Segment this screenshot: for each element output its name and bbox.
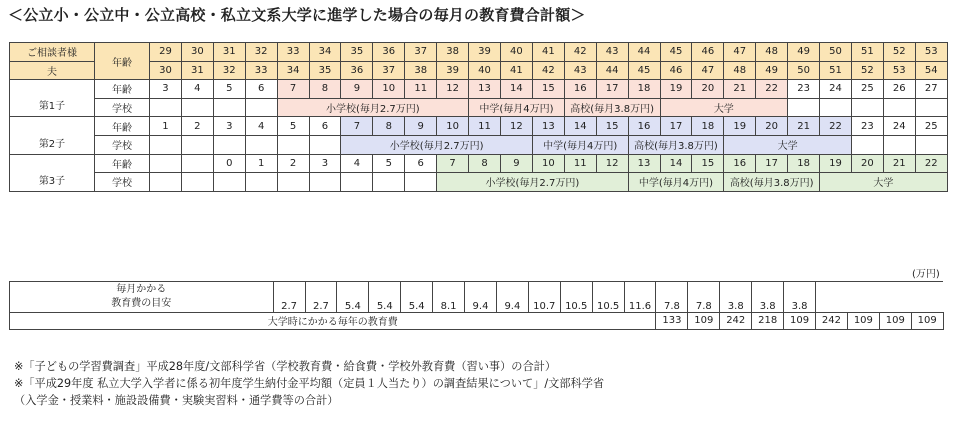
husband-age-cell: 52 — [851, 61, 883, 80]
consultant-age-cell: 33 — [277, 43, 309, 62]
child-age-cell: 10 — [373, 80, 405, 99]
annual-cost-cell: 109 — [879, 313, 911, 330]
school-segment: 小学校(毎月2.7万円) — [437, 173, 628, 192]
consultant-age-cell: 50 — [820, 43, 852, 62]
child-age-cell: 22 — [915, 154, 947, 173]
monthly-cost-cell — [816, 282, 848, 313]
monthly-cost-cell: 8.1 — [433, 282, 465, 313]
child-age-cell: 11 — [469, 117, 501, 136]
husband-label: 夫 — [10, 61, 95, 80]
consultant-age-cell: 36 — [373, 43, 405, 62]
child-age-cell: 4 — [245, 117, 277, 136]
child-age-cell: 13 — [628, 154, 660, 173]
child-age-cell: 9 — [405, 117, 437, 136]
monthly-cost-cell: 3.8 — [784, 282, 816, 313]
child-age-label: 年齢 — [95, 117, 150, 136]
child-age-cell: 24 — [820, 80, 852, 99]
school-segment: 中学(毎月4万円) — [532, 135, 628, 154]
empty-cell — [405, 173, 437, 192]
consultant-age-cell: 30 — [181, 43, 213, 62]
child-1-label — [10, 80, 95, 117]
annual-cost-label: 大学時にかかる毎年の教育費 — [10, 313, 656, 330]
annual-cost-cell: 109 — [847, 313, 879, 330]
husband-age-cell: 38 — [405, 61, 437, 80]
child-age-cell: 18 — [628, 80, 660, 99]
consultant-age-cell: 47 — [724, 43, 756, 62]
child-age-cell: 2 — [181, 117, 213, 136]
husband-age-cell: 54 — [915, 61, 947, 80]
child-age-cell: 22 — [756, 80, 788, 99]
empty-cell — [150, 98, 182, 117]
monthly-cost-row — [10, 282, 960, 313]
page-title: ＜公立小・公立中・公立高校・私立文系大学に進学した場合の毎月の教育費合計額＞ — [8, 6, 586, 24]
annual-cost-cell: 109 — [688, 313, 720, 330]
consultant-age-cell: 38 — [437, 43, 469, 62]
monthly-cost-label-line2: 教育費の目安 — [111, 298, 172, 309]
empty-cell — [851, 98, 883, 117]
school-segment: 高校(毎月3.8万円) — [628, 135, 724, 154]
child-age-label: 年齢 — [95, 80, 150, 99]
child-age-cell: 1 — [150, 117, 182, 136]
child-age-cell: 16 — [724, 154, 756, 173]
child-age-cell: 3 — [213, 117, 245, 136]
school-segment: 小学校(毎月2.7万円) — [341, 135, 532, 154]
child-age-cell: 19 — [724, 117, 756, 136]
child-age-cell: 25 — [915, 117, 947, 136]
monthly-cost-cell: 3.8 — [720, 282, 752, 313]
school-segment: 小学校(毎月2.7万円) — [277, 98, 468, 117]
child-age-cell: 12 — [437, 80, 469, 99]
annual-cost-cell: 242 — [816, 313, 848, 330]
empty-cell — [915, 135, 947, 154]
empty-cell — [245, 173, 277, 192]
child-label-text: 第1子 — [38, 101, 66, 113]
unit-label: (万円) — [912, 269, 940, 280]
empty-cell — [213, 173, 245, 192]
child-age-cell: 2 — [277, 154, 309, 173]
husband-age-cell: 34 — [277, 61, 309, 80]
child-age-cell: 1 — [245, 154, 277, 173]
empty-cell — [277, 135, 309, 154]
child-age-cell — [181, 154, 213, 173]
child-age-cell: 3 — [150, 80, 182, 99]
monthly-cost-cell: 2.7 — [273, 282, 305, 313]
consultant-age-cell: 53 — [915, 43, 947, 62]
husband-age-cell: 50 — [788, 61, 820, 80]
husband-age-cell: 47 — [692, 61, 724, 80]
child-age-cell: 15 — [596, 117, 628, 136]
header-age-label: 年齢 — [95, 43, 150, 80]
cost-table — [9, 281, 960, 330]
child-age-cell: 26 — [883, 80, 915, 99]
empty-cell — [213, 98, 245, 117]
consultant-age-cell: 29 — [150, 43, 182, 62]
child-age-cell: 16 — [628, 117, 660, 136]
empty-cell — [851, 135, 883, 154]
consultant-age-cell: 52 — [883, 43, 915, 62]
empty-cell — [181, 173, 213, 192]
husband-age-cell: 51 — [820, 61, 852, 80]
husband-age-row — [10, 61, 948, 80]
monthly-cost-cell: 10.7 — [528, 282, 560, 313]
consultant-age-cell: 37 — [405, 43, 437, 62]
empty-cell — [150, 135, 182, 154]
empty-cell — [883, 135, 915, 154]
child-age-cell: 17 — [756, 154, 788, 173]
child-age-cell: 5 — [277, 117, 309, 136]
child-age-cell: 12 — [500, 117, 532, 136]
empty-cell — [373, 173, 405, 192]
child-age-cell: 11 — [405, 80, 437, 99]
annual-cost-cell: 109 — [911, 313, 943, 330]
monthly-cost-cell: 5.4 — [369, 282, 401, 313]
child-2-label — [10, 117, 95, 154]
monthly-cost-cell: 9.4 — [465, 282, 497, 313]
school-segment: 大学 — [724, 135, 852, 154]
empty-cell — [341, 173, 373, 192]
empty-cell — [309, 135, 341, 154]
child-age-cell: 8 — [309, 80, 341, 99]
child-1-age-row — [10, 80, 948, 99]
school-segment: 大学 — [660, 98, 788, 117]
empty-cell — [213, 135, 245, 154]
empty-cell — [883, 98, 915, 117]
child-1-school-row — [10, 98, 948, 117]
husband-age-cell: 41 — [500, 61, 532, 80]
child-age-cell: 6 — [245, 80, 277, 99]
empty-cell — [915, 98, 947, 117]
consultant-age-cell: 39 — [469, 43, 501, 62]
child-school-label: 学校 — [95, 173, 150, 192]
husband-age-cell: 53 — [883, 61, 915, 80]
husband-age-cell: 45 — [628, 61, 660, 80]
child-age-cell: 9 — [500, 154, 532, 173]
child-age-cell: 20 — [851, 154, 883, 173]
consultant-age-cell: 49 — [788, 43, 820, 62]
husband-age-cell: 49 — [756, 61, 788, 80]
child-school-label: 学校 — [95, 98, 150, 117]
monthly-cost-cell: 9.4 — [496, 282, 528, 313]
consultant-age-cell: 43 — [596, 43, 628, 62]
school-segment: 中学(毎月4万円) — [469, 98, 565, 117]
note-1: ※「子どもの学習費調査」平成28年度/文部科学省（学校教育費・給食費・学校外教育費（習い事）の合計） — [14, 360, 557, 373]
child-age-cell: 19 — [820, 154, 852, 173]
child-age-cell: 20 — [692, 80, 724, 99]
husband-age-cell: 32 — [213, 61, 245, 80]
child-age-cell: 10 — [532, 154, 564, 173]
child-age-cell: 17 — [660, 117, 692, 136]
child-age-cell: 14 — [564, 117, 596, 136]
husband-age-cell: 42 — [532, 61, 564, 80]
consultant-age-cell: 42 — [564, 43, 596, 62]
husband-age-cell: 36 — [341, 61, 373, 80]
monthly-cost-cell: 10.5 — [592, 282, 624, 313]
child-age-cell — [150, 154, 182, 173]
empty-cell — [245, 135, 277, 154]
child-age-cell: 15 — [532, 80, 564, 99]
child-age-cell: 0 — [213, 154, 245, 173]
school-segment: 大学 — [820, 173, 948, 192]
child-age-cell: 18 — [788, 154, 820, 173]
husband-age-cell: 37 — [373, 61, 405, 80]
empty-cell — [181, 135, 213, 154]
empty-cell — [150, 173, 182, 192]
annual-cost-cell: 133 — [656, 313, 688, 330]
child-age-cell: 27 — [915, 80, 947, 99]
monthly-cost-label — [10, 282, 274, 313]
child-age-cell: 4 — [181, 80, 213, 99]
monthly-cost-cell: 5.4 — [401, 282, 433, 313]
child-age-cell: 20 — [756, 117, 788, 136]
husband-age-cell: 30 — [150, 61, 182, 80]
monthly-cost-cell: 5.4 — [337, 282, 369, 313]
consultant-age-cell: 32 — [245, 43, 277, 62]
monthly-cost-cell: 7.8 — [688, 282, 720, 313]
monthly-cost-cell: 10.5 — [560, 282, 592, 313]
consultant-age-cell: 35 — [341, 43, 373, 62]
child-label-text: 第2子 — [38, 138, 66, 150]
child-age-cell: 22 — [820, 117, 852, 136]
child-2-age-row — [10, 117, 948, 136]
age-schedule-table — [9, 42, 948, 192]
husband-age-cell: 48 — [724, 61, 756, 80]
husband-age-cell: 44 — [596, 61, 628, 80]
empty-cell — [181, 98, 213, 117]
child-age-cell: 13 — [469, 80, 501, 99]
consultant-age-cell: 34 — [309, 43, 341, 62]
empty-cell — [309, 173, 341, 192]
empty-cell — [820, 98, 852, 117]
child-age-cell: 6 — [405, 154, 437, 173]
husband-age-cell: 40 — [469, 61, 501, 80]
child-age-cell: 7 — [277, 80, 309, 99]
monthly-cost-cell: 2.7 — [305, 282, 337, 313]
child-age-cell: 16 — [564, 80, 596, 99]
monthly-cost-cell — [911, 282, 943, 313]
empty-cell — [277, 173, 309, 192]
child-age-cell: 21 — [724, 80, 756, 99]
child-age-cell: 7 — [341, 117, 373, 136]
child-age-cell: 21 — [788, 117, 820, 136]
child-age-cell: 11 — [564, 154, 596, 173]
child-age-cell: 14 — [660, 154, 692, 173]
child-age-cell: 6 — [309, 117, 341, 136]
child-age-cell: 23 — [788, 80, 820, 99]
consultant-age-cell: 45 — [660, 43, 692, 62]
child-age-cell: 18 — [692, 117, 724, 136]
consultant-age-cell: 48 — [756, 43, 788, 62]
annual-cost-cell: 109 — [784, 313, 816, 330]
husband-age-cell: 31 — [181, 61, 213, 80]
child-age-cell: 21 — [883, 154, 915, 173]
note-2: ※「平成29年度 私立大学入学者に係る初年度学生納付金平均額（定員１人当たり）の調査結果について」/文部科学省 — [14, 377, 605, 390]
empty-cell — [788, 98, 820, 117]
monthly-cost-cell — [879, 282, 911, 313]
husband-age-cell: 39 — [437, 61, 469, 80]
consultant-age-cell: 31 — [213, 43, 245, 62]
consultant-age-cell: 51 — [851, 43, 883, 62]
child-age-cell: 5 — [373, 154, 405, 173]
child-age-cell: 17 — [596, 80, 628, 99]
child-age-cell: 7 — [437, 154, 469, 173]
husband-age-cell: 35 — [309, 61, 341, 80]
child-age-cell: 3 — [309, 154, 341, 173]
child-age-cell: 19 — [660, 80, 692, 99]
school-segment: 高校(毎月3.8万円) — [724, 173, 820, 192]
consultant-age-cell: 46 — [692, 43, 724, 62]
child-3-label — [10, 154, 95, 191]
child-3-age-row — [10, 154, 948, 173]
monthly-cost-cell: 11.6 — [624, 282, 656, 313]
empty-cell — [245, 98, 277, 117]
child-age-cell: 15 — [692, 154, 724, 173]
monthly-cost-label-line1: 毎月かかる — [116, 284, 167, 295]
child-age-cell: 9 — [341, 80, 373, 99]
child-2-school-row — [10, 135, 948, 154]
consultant-age-cell: 44 — [628, 43, 660, 62]
consultant-age-cell: 40 — [500, 43, 532, 62]
child-age-cell: 14 — [500, 80, 532, 99]
annual-cost-cell: 218 — [752, 313, 784, 330]
consultant-label: ご相談者様 — [10, 43, 95, 62]
child-age-cell: 24 — [883, 117, 915, 136]
consultant-age-row — [10, 43, 948, 62]
child-age-cell: 25 — [851, 80, 883, 99]
annual-cost-row — [10, 313, 960, 330]
child-age-cell: 5 — [213, 80, 245, 99]
child-school-label: 学校 — [95, 135, 150, 154]
husband-age-cell: 43 — [564, 61, 596, 80]
child-age-cell: 23 — [851, 117, 883, 136]
school-segment: 中学(毎月4万円) — [628, 173, 724, 192]
child-age-cell: 8 — [373, 117, 405, 136]
husband-age-cell: 46 — [660, 61, 692, 80]
note-3: （入学金・授業料・施設設備費・実験実習料・通学費等の合計） — [14, 394, 339, 407]
husband-age-cell: 33 — [245, 61, 277, 80]
monthly-cost-cell: 3.8 — [752, 282, 784, 313]
child-age-label: 年齢 — [95, 154, 150, 173]
child-3-school-row — [10, 173, 948, 192]
child-label-text: 第3子 — [38, 175, 66, 187]
monthly-cost-cell: 7.8 — [656, 282, 688, 313]
child-age-cell: 4 — [341, 154, 373, 173]
school-segment: 高校(毎月3.8万円) — [564, 98, 660, 117]
child-age-cell: 12 — [596, 154, 628, 173]
consultant-age-cell: 41 — [532, 43, 564, 62]
annual-cost-cell: 242 — [720, 313, 752, 330]
child-age-cell: 8 — [469, 154, 501, 173]
monthly-cost-cell — [847, 282, 879, 313]
child-age-cell: 10 — [437, 117, 469, 136]
child-age-cell: 13 — [532, 117, 564, 136]
